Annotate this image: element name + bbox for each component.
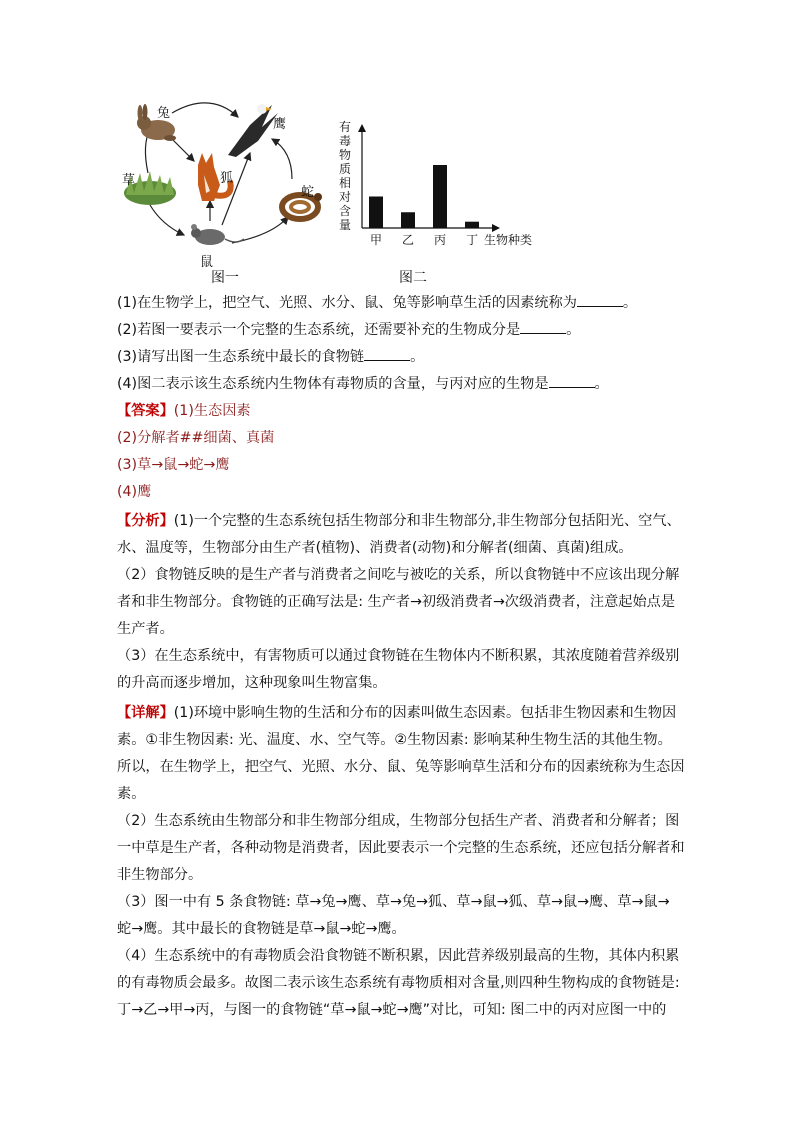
answer-blank[interactable] <box>364 348 410 361</box>
answer-line: 【答案】(1)生态因素 <box>117 403 251 419</box>
analysis-line: 生产者。 <box>117 621 174 637</box>
arrow-grass-to-mouse <box>150 205 184 235</box>
toxin-bar-chart <box>350 110 540 250</box>
detail-section <box>117 700 685 1024</box>
detail-line: 的有毒物质会最多。故图二表示该生态系统有毒物质相对含量,则四种生物构成的食物链是: <box>117 975 680 991</box>
arrow-mouse-to-snake <box>232 217 288 243</box>
answer-line: (2)分解者##细菌、真菌 <box>117 430 275 446</box>
arrow-rabbit-to-eagle <box>172 103 238 117</box>
answer-section <box>117 398 682 506</box>
question-3: (3)请写出图一生态系统中最长的食物链 。 <box>117 349 425 365</box>
arrow-snake-to-eagle <box>272 139 292 179</box>
answer-blank[interactable] <box>520 321 566 334</box>
analysis-line: （2）食物链反映的是生产者与消费者之间吃与被吃的关系，所以食物链中不应该出现分解 <box>117 567 680 583</box>
label-eagle: 鹰 <box>273 117 287 132</box>
bar-乙 <box>401 212 415 228</box>
detail-line: 一中草是生产者，各种动物是消费者，因此要表示一个完整的生态系统，还应包括分解者和 <box>117 840 685 856</box>
detail-line: 素。①非生物因素: 光、温度、水、空气等。②生物因素: 影响某种生物生活的其他生物。 <box>117 732 672 748</box>
answer-line: (3)草→鼠→蛇→鹰 <box>117 457 230 473</box>
detail-line: 蛇→鹰。其中最长的食物链是草→鼠→蛇→鹰。 <box>117 921 406 937</box>
detail-line: 非生物部分。 <box>117 867 203 883</box>
label-grass: 草 <box>122 173 136 188</box>
label-fox: 狐 <box>220 171 234 186</box>
question-1: (1)在生物学上，把空气、光照、水分、鼠、兔等影响草生活的因素统称为 。 <box>117 295 638 311</box>
analysis-line: 【分析】(1)一个完整的生态系统包括生物部分和非生物部分,非生物部分包括阳光、空气、 <box>117 513 681 529</box>
answer-tag: 【答案】 <box>117 403 174 419</box>
questions <box>117 290 682 398</box>
figure-2-caption: 图二 <box>399 270 427 286</box>
answer-blank[interactable] <box>549 375 595 388</box>
answer-blank[interactable] <box>577 294 623 307</box>
detail-line: 【详解】(1)环境中影响生物的生活和分布的因素叫做生态因素。包括非生物因素和生物因 <box>117 705 677 721</box>
figure-1 <box>110 95 340 285</box>
bar-丙 <box>433 165 447 228</box>
mouse-image <box>191 224 244 245</box>
y-axis-arrow <box>358 124 366 132</box>
x-tick-label: 丁 <box>465 233 479 247</box>
detail-line: （4）生态系统中的有毒物质会沿食物链不断积累，因此营养级别最高的生物，其体内积累 <box>117 948 680 964</box>
analysis-section <box>117 508 682 697</box>
x-tick-label: 甲 <box>369 233 383 247</box>
arrow-rabbit-to-fox <box>172 139 194 161</box>
x-tick-label: 丙 <box>433 233 447 247</box>
bar-甲 <box>369 197 383 229</box>
x-axis-arrow <box>492 224 500 232</box>
arrow-mouse-to-eagle <box>222 153 250 225</box>
analysis-tag: 【分析】 <box>117 513 174 529</box>
detail-line: （2）生态系统由生物部分和非生物部分组成，生物部分包括生产者、消费者和分解者；图 <box>117 813 680 829</box>
eagle-image <box>228 104 278 157</box>
detail-line: 所以，在生物学上，把空气、光照、水分、鼠、兔等影响草生活和分布的因素统称为生态因 <box>117 759 685 775</box>
label-mouse: 鼠 <box>200 255 214 270</box>
figure-1-caption: 图一 <box>211 270 239 286</box>
x-tick-label: 乙 <box>401 233 415 247</box>
analysis-line: （3）在生态系统中，有害物质可以通过食物链在生物体内不断积累，其浓度随着营养级别 <box>117 648 680 664</box>
answer-line: (4)鹰 <box>117 484 152 500</box>
detail-line: 素。 <box>117 786 146 802</box>
figure-2-ylabel: 有毒物质相对含量 <box>338 120 351 232</box>
bar-丁 <box>465 222 479 228</box>
label-snake: 蛇 <box>301 185 315 200</box>
analysis-line: 水、温度等，生物部分由生产者(植物)、消费者(动物)和分解者(细菌、真菌)组成。 <box>117 540 633 556</box>
analysis-line: 者和非生物部分。食物链的正确写法是: 生产者→初级消费者→次级消费者，注意起始点是 <box>117 594 676 610</box>
analysis-line: 的升高而逐步增加，这种现象叫生物富集。 <box>117 675 387 691</box>
question-4: (4)图二表示该生态系统内生物体有毒物质的含量，与丙对应的生物是 。 <box>117 376 609 392</box>
detail-line: 丁→乙→甲→丙，与图一的食物链“草→鼠→蛇→鹰”对比，可知: 图二中的丙对应图一中的 <box>117 1002 667 1018</box>
detail-line: （3）图一中有 5 条食物链: 草→兔→鹰、草→兔→狐、草→鼠→狐、草→鼠→鹰、草→鼠→ <box>117 894 670 910</box>
detail-tag: 【详解】 <box>117 705 174 721</box>
x-axis-label: 生物种类 <box>484 233 533 247</box>
question-2: (2)若图一要表示一个完整的生态系统，还需要补充的生物成分是 。 <box>117 322 581 338</box>
label-rabbit: 兔 <box>157 106 171 121</box>
